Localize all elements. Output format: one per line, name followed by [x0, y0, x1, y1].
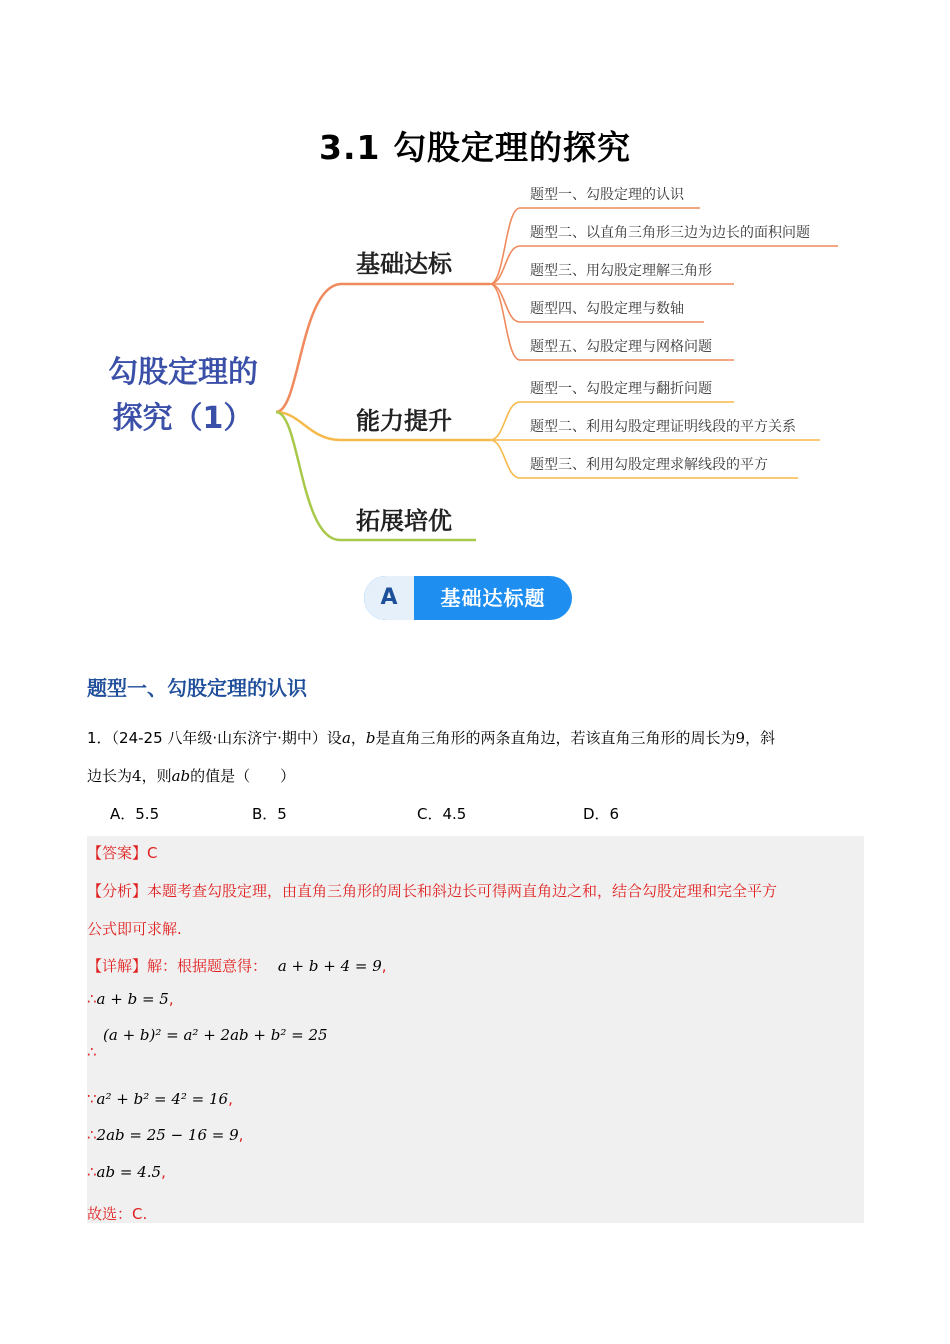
step-line-2: (a + b)² = a² + 2ab + b² = 25: [103, 1026, 328, 1044]
mindmap-leaf: 题型二、以直角三角形三边为边长的面积问题: [530, 225, 810, 241]
mindmap-leaf: 题型一、勾股定理的认识: [530, 187, 684, 203]
mindmap-leaf: 题型一、勾股定理与翻折问题: [530, 381, 712, 397]
step-line-5: ∴ab = 4.5,: [87, 1163, 166, 1181]
option-c: C．4.5: [417, 805, 467, 823]
option-a: A．5.5: [110, 805, 160, 823]
detail-line: 【详解】解：根据题意得： a + b + 4 = 9,: [87, 957, 387, 975]
step-line-4: ∴2ab = 25 − 16 = 9,: [87, 1126, 244, 1144]
question-line-2: 边长为4，则ab的值是（ ）: [87, 767, 296, 785]
badge-letter: A: [364, 576, 414, 620]
therefore-symbol: ∴: [87, 1043, 97, 1061]
final-choice: 故选：C.: [87, 1205, 148, 1223]
answer-line: 【答案】C: [87, 844, 158, 862]
mindmap-leaf: 题型四、勾股定理与数轴: [530, 301, 684, 317]
mindmap-root: 勾股定理的探究（1）: [108, 355, 258, 436]
step-line-1: ∴a + b = 5,: [87, 990, 174, 1008]
page-title: 3.1 勾股定理的探究: [319, 128, 631, 167]
analysis-line-1: 【分析】本题考查勾股定理，由直角三角形的周长和斜边长可得两直角边之和，结合勾股定理和完全平方: [87, 882, 778, 900]
mindmap-branch-advance: 能力提升: [356, 407, 452, 435]
mindmap-branch-extend: 拓展培优: [356, 507, 452, 535]
badge-text: 基础达标题: [440, 586, 546, 610]
mindmap-branch-basic: 基础达标: [356, 250, 452, 278]
section-badge: [364, 576, 572, 620]
mindmap-leaf: 题型三、利用勾股定理求解线段的平方: [530, 457, 768, 473]
option-b: B．5: [252, 805, 287, 823]
mindmap-leaf: 题型五、勾股定理与网格问题: [530, 339, 712, 355]
step-line-3: ∵a² + b² = 4² = 16,: [87, 1090, 233, 1108]
mindmap-leaf: 题型二、利用勾股定理证明线段的平方关系: [530, 419, 796, 435]
mindmap-leaf: 题型三、用勾股定理解三角形: [530, 263, 712, 279]
question-line-1: 1．（24-25 八年级·山东济宁·期中）设a，b是直角三角形的两条直角边，若该直角三角形的周长为9，斜: [87, 729, 776, 747]
section-title: 题型一、勾股定理的认识: [87, 676, 307, 700]
mindmap-connectors: [0, 0, 950, 560]
analysis-line-2: 公式即可求解.: [87, 920, 182, 938]
option-d: D．6: [583, 805, 620, 823]
